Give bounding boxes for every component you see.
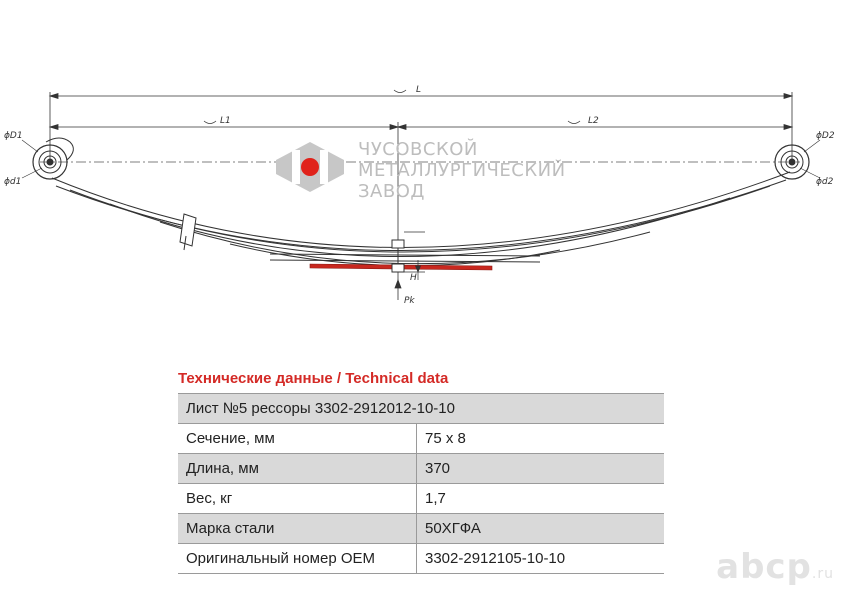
- table-row: [178, 484, 664, 514]
- table-row: [178, 424, 664, 454]
- spec-table: [178, 393, 664, 574]
- spec-value: 370: [417, 454, 665, 484]
- spec-label: Длина, мм: [178, 454, 417, 484]
- watermark: [716, 547, 834, 587]
- logo-line-2: МЕТАЛЛУРГИЧЕСКИЙ: [358, 160, 566, 181]
- logo-line-1: ЧУСОВСКОЙ: [358, 139, 478, 160]
- dim-label-l1: L1: [220, 116, 231, 126]
- label-d2-inner: ϕd2: [816, 177, 834, 187]
- spec-value: 50ХГФА: [417, 514, 665, 544]
- spec-header: Лист №5 рессоры 3302-2912012-10-10: [178, 394, 664, 424]
- leaf-clamp: [180, 214, 196, 250]
- force-label: Pk: [404, 296, 415, 306]
- spec-header-row: [178, 394, 664, 424]
- spec-title: Технические данные / Technical data: [178, 370, 449, 387]
- spec-value: 1,7: [417, 484, 665, 514]
- watermark-suffix: .ru: [811, 566, 834, 582]
- spec-value: 75 x 8: [417, 424, 665, 454]
- center-bolt: [392, 240, 404, 272]
- spec-label: Вес, кг: [178, 484, 417, 514]
- dim-label-total: L: [416, 85, 422, 95]
- spec-label: Сечение, мм: [178, 424, 417, 454]
- dim-label-l2: L2: [588, 116, 599, 126]
- left-spring-eye: [33, 138, 73, 179]
- label-d2-outer: ϕD2: [816, 131, 835, 141]
- company-logo: [276, 142, 344, 192]
- force-arrow: [395, 280, 401, 300]
- table-row: [178, 544, 664, 574]
- spec-value: 3302-2912105-10-10: [417, 544, 665, 574]
- spec-label: Оригинальный номер OEM: [178, 544, 417, 574]
- table-row: [178, 454, 664, 484]
- label-d1-inner: ϕd1: [4, 177, 22, 187]
- label-d1-outer: ϕD1: [4, 131, 23, 141]
- logo-red-dot-icon: [301, 158, 319, 176]
- watermark-main: abcp: [716, 547, 812, 587]
- dim-label-h: H: [410, 273, 417, 283]
- spec-label: Марка стали: [178, 514, 417, 544]
- logo-line-3: ЗАВОД: [358, 181, 425, 202]
- table-row: [178, 514, 664, 544]
